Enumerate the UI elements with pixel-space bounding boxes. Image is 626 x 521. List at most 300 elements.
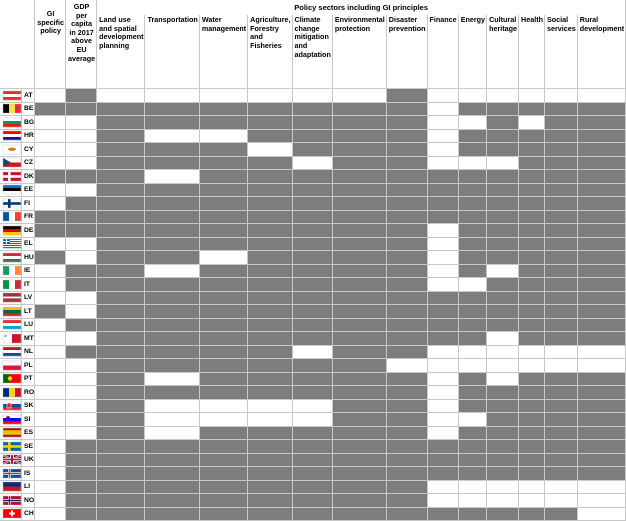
cell-empty [199,89,247,103]
flag-it-icon [0,278,22,292]
cell-filled [577,197,625,211]
cell-filled [332,318,386,332]
cell-empty [97,89,145,103]
cell-filled [545,278,578,292]
cell-filled [65,170,96,184]
cell-filled [248,116,292,130]
cell-filled [65,224,96,238]
cell-filled [577,183,625,197]
cell-empty [577,359,625,373]
cell-filled [427,170,458,184]
cell-filled [332,480,386,494]
header-blank [0,0,35,15]
cell-filled [65,264,96,278]
cell-filled [458,386,486,400]
country-code: HR [22,129,35,143]
cell-empty [545,89,578,103]
cell-filled [332,197,386,211]
cell-filled [97,291,145,305]
country-code: LI [22,480,35,494]
flag-ee-icon [0,183,22,197]
flag-lu-icon [0,318,22,332]
cell-empty [458,494,486,508]
cell-filled [458,237,486,251]
cell-filled [487,278,519,292]
flag-cy-icon [0,143,22,157]
cell-filled [199,480,247,494]
header-gi-policy: GI specific policy [35,0,66,89]
flag-si-icon [0,413,22,427]
cell-filled [97,210,145,224]
cell-filled [545,291,578,305]
cell-filled [386,197,427,211]
cell-filled [458,170,486,184]
cell-filled [386,480,427,494]
cell-filled [577,143,625,157]
cell-empty [145,264,199,278]
cell-filled [386,143,427,157]
table-row [0,494,626,508]
cell-filled [145,440,199,454]
cell-filled [248,332,292,346]
cell-filled [248,197,292,211]
cell-filled [458,197,486,211]
cell-empty [248,89,292,103]
cell-filled [519,264,545,278]
cell-filled [248,305,292,319]
country-code: IS [22,467,35,481]
table-row [0,467,626,481]
cell-empty [145,426,199,440]
cell-filled [97,480,145,494]
cell-empty [487,345,519,359]
cell-empty [577,480,625,494]
country-code: SK [22,399,35,413]
flag-uk-icon [0,453,22,467]
cell-empty [292,156,332,170]
cell-filled [427,210,458,224]
cell-filled [386,413,427,427]
cell-filled [97,440,145,454]
cell-filled [519,278,545,292]
table-row [0,156,626,170]
cell-filled [519,102,545,116]
cell-filled [545,210,578,224]
cell-filled [332,170,386,184]
cell-filled [427,291,458,305]
cell-filled [97,237,145,251]
flag-lt-icon [0,305,22,319]
country-code: EE [22,183,35,197]
cell-filled [199,224,247,238]
cell-filled [292,507,332,521]
cell-filled [519,453,545,467]
cell-filled [97,467,145,481]
cell-filled [487,143,519,157]
cell-filled [332,224,386,238]
cell-filled [577,291,625,305]
cell-filled [199,143,247,157]
cell-empty [427,116,458,130]
cell-filled [65,278,96,292]
header-sector: Disaster prevention [386,15,427,88]
cell-filled [545,426,578,440]
cell-filled [332,332,386,346]
cell-filled [97,183,145,197]
cell-filled [458,251,486,265]
cell-filled [145,224,199,238]
cell-filled [97,359,145,373]
table-row [0,116,626,130]
cell-filled [332,426,386,440]
cell-empty [65,332,96,346]
cell-filled [332,102,386,116]
cell-filled [145,386,199,400]
cell-filled [545,440,578,454]
cell-filled [458,372,486,386]
table-row [0,291,626,305]
cell-filled [199,237,247,251]
country-code: CY [22,143,35,157]
cell-empty [292,345,332,359]
cell-empty [65,399,96,413]
cell-filled [97,156,145,170]
table-row [0,210,626,224]
cell-empty [487,156,519,170]
cell-filled [65,480,96,494]
cell-filled [487,305,519,319]
cell-filled [487,237,519,251]
cell-empty [65,237,96,251]
cell-filled [545,156,578,170]
cell-filled [145,467,199,481]
cell-filled [65,210,96,224]
flag-lv-icon [0,291,22,305]
country-code: FI [22,197,35,211]
cell-filled [386,494,427,508]
cell-filled [292,440,332,454]
cell-filled [332,237,386,251]
table-row [0,426,626,440]
cell-filled [65,318,96,332]
flag-sk-icon [0,399,22,413]
cell-filled [199,291,247,305]
cell-filled [292,116,332,130]
cell-filled [145,116,199,130]
cell-filled [97,332,145,346]
country-code: IE [22,264,35,278]
cell-empty [35,345,66,359]
cell-filled [386,291,427,305]
cell-empty [577,494,625,508]
cell-empty [199,399,247,413]
cell-empty [577,507,625,521]
cell-filled [97,251,145,265]
cell-filled [292,467,332,481]
cell-filled [332,413,386,427]
country-code: RO [22,386,35,400]
flag-de-icon [0,224,22,238]
header-sector: Health [519,15,545,88]
cell-filled [519,197,545,211]
cell-filled [386,318,427,332]
cell-filled [386,251,427,265]
cell-filled [386,183,427,197]
flag-at-icon [0,89,22,103]
cell-empty [577,345,625,359]
cell-filled [248,210,292,224]
cell-filled [292,143,332,157]
cell-empty [427,359,458,373]
cell-filled [545,372,578,386]
cell-filled [292,318,332,332]
cell-empty [519,359,545,373]
cell-empty [65,156,96,170]
cell-filled [519,399,545,413]
cell-filled [545,264,578,278]
header-sector: Cultural heritage [487,15,519,88]
cell-filled [577,413,625,427]
flag-cz-icon [0,156,22,170]
cell-filled [97,413,145,427]
cell-filled [332,278,386,292]
cell-empty [427,413,458,427]
cell-filled [487,399,519,413]
cell-empty [577,89,625,103]
cell-filled [97,507,145,521]
cell-empty [248,143,292,157]
cell-filled [458,305,486,319]
cell-filled [292,197,332,211]
cell-filled [35,305,66,319]
cell-empty [35,413,66,427]
table-row [0,440,626,454]
country-code: BE [22,102,35,116]
cell-filled [487,386,519,400]
table-row [0,129,626,143]
cell-filled [487,440,519,454]
cell-filled [35,102,66,116]
cell-filled [487,170,519,184]
cell-filled [487,102,519,116]
cell-filled [519,440,545,454]
cell-empty [35,129,66,143]
cell-filled [458,318,486,332]
cell-filled [248,318,292,332]
cell-filled [577,264,625,278]
cell-empty [427,237,458,251]
flag-se-icon [0,440,22,454]
cell-empty [35,480,66,494]
cell-empty [199,129,247,143]
cell-empty [65,116,96,130]
header-gdp: GDP per capita in 2017 above EU average [65,0,96,89]
cell-filled [97,278,145,292]
cell-filled [145,278,199,292]
flag-fr-icon [0,210,22,224]
cell-empty [487,359,519,373]
cell-filled [292,480,332,494]
cell-filled [97,494,145,508]
cell-filled [386,102,427,116]
cell-filled [577,237,625,251]
cell-filled [577,251,625,265]
cell-empty [145,129,199,143]
header-row-top [0,0,626,15]
cell-empty [545,359,578,373]
country-code: LV [22,291,35,305]
flag-dk-icon [0,170,22,184]
cell-filled [248,251,292,265]
cell-filled [487,507,519,521]
cell-filled [292,170,332,184]
cell-filled [519,413,545,427]
cell-filled [199,494,247,508]
cell-empty [427,399,458,413]
cell-empty [427,251,458,265]
cell-filled [292,264,332,278]
cell-empty [427,102,458,116]
cell-filled [386,264,427,278]
flag-fi-icon [0,197,22,211]
country-code: NO [22,494,35,508]
cell-empty [35,386,66,400]
cell-filled [292,237,332,251]
cell-filled [427,453,458,467]
cell-filled [519,467,545,481]
cell-filled [577,318,625,332]
cell-filled [487,467,519,481]
cell-filled [97,224,145,238]
header-sector: Land use and spatial development planning [97,15,145,88]
cell-filled [386,224,427,238]
cell-filled [487,224,519,238]
cell-filled [332,210,386,224]
flag-mt-icon [0,332,22,346]
table-row [0,264,626,278]
cell-empty [35,453,66,467]
table-row [0,278,626,292]
cell-filled [145,210,199,224]
header-sector: Rural development [577,15,625,88]
cell-empty [65,372,96,386]
cell-filled [458,291,486,305]
cell-empty [487,372,519,386]
cell-filled [199,318,247,332]
cell-filled [519,318,545,332]
flag-li-icon [0,480,22,494]
cell-filled [292,278,332,292]
country-code: ES [22,426,35,440]
country-code: PL [22,359,35,373]
cell-filled [545,143,578,157]
cell-empty [65,386,96,400]
table-row [0,305,626,319]
cell-filled [386,386,427,400]
cell-empty [65,413,96,427]
country-code: MT [22,332,35,346]
cell-filled [386,399,427,413]
cell-filled [519,332,545,346]
country-code: FR [22,210,35,224]
cell-filled [248,264,292,278]
cell-filled [545,507,578,521]
flag-el-icon [0,237,22,251]
cell-filled [292,386,332,400]
cell-filled [332,264,386,278]
cell-empty [65,183,96,197]
cell-filled [199,467,247,481]
header-sector: Social services [545,15,578,88]
cell-filled [427,440,458,454]
cell-empty [487,89,519,103]
cell-empty [65,359,96,373]
table-row [0,359,626,373]
cell-filled [248,507,292,521]
cell-filled [248,170,292,184]
cell-filled [427,467,458,481]
cell-filled [577,116,625,130]
cell-filled [199,116,247,130]
cell-filled [248,129,292,143]
cell-empty [35,440,66,454]
cell-filled [458,102,486,116]
cell-empty [35,89,66,103]
cell-filled [545,413,578,427]
cell-empty [35,116,66,130]
cell-filled [577,305,625,319]
country-code: IT [22,278,35,292]
cell-filled [292,291,332,305]
cell-filled [519,251,545,265]
cell-filled [145,251,199,265]
header-sector: Transportation [145,15,199,88]
cell-filled [65,507,96,521]
cell-filled [386,116,427,130]
cell-filled [332,467,386,481]
country-code: DE [22,224,35,238]
cell-filled [145,494,199,508]
header-sector: Energy [458,15,486,88]
cell-filled [145,143,199,157]
cell-empty [427,224,458,238]
cell-filled [292,305,332,319]
cell-empty [458,278,486,292]
cell-filled [545,467,578,481]
cell-filled [35,210,66,224]
country-code: LT [22,305,35,319]
cell-filled [97,143,145,157]
cell-empty [427,278,458,292]
cell-filled [386,467,427,481]
cell-filled [487,291,519,305]
cell-filled [97,399,145,413]
cell-filled [458,440,486,454]
cell-filled [145,318,199,332]
cell-filled [545,197,578,211]
country-code: DK [22,170,35,184]
flag-ie-icon [0,264,22,278]
cell-filled [519,224,545,238]
cell-filled [386,278,427,292]
cell-filled [458,143,486,157]
cell-filled [458,426,486,440]
table-row [0,197,626,211]
cell-filled [97,426,145,440]
cell-filled [199,264,247,278]
cell-filled [248,156,292,170]
cell-empty [35,237,66,251]
